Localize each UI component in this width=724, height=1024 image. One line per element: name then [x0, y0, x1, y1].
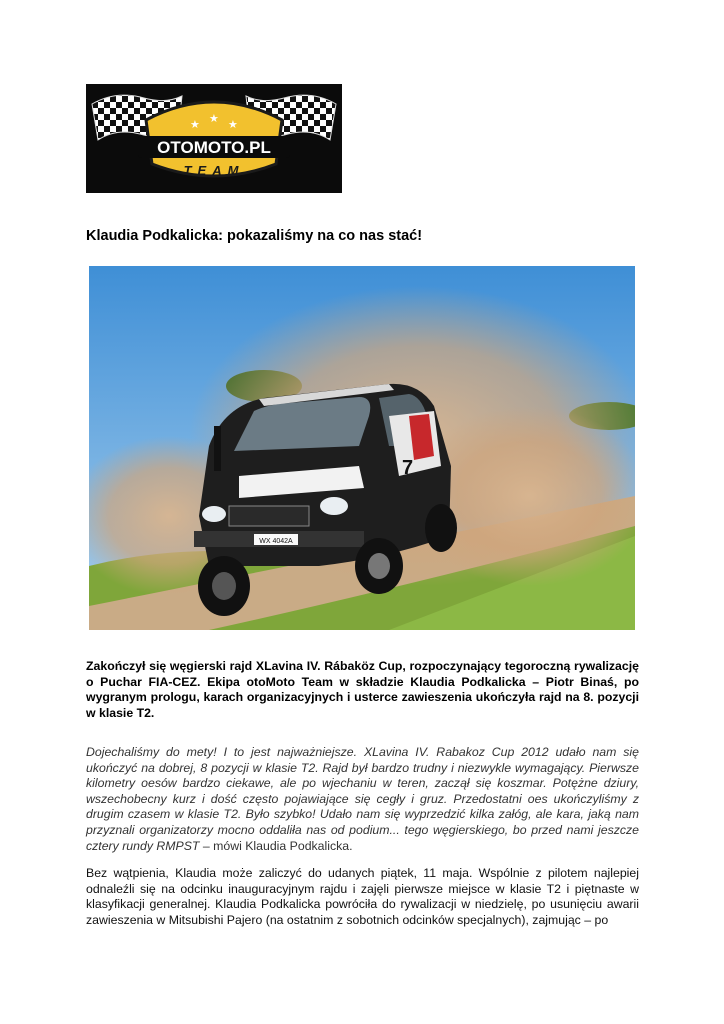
- logo-team-text: TEAM: [183, 163, 245, 178]
- body-paragraph: Bez wątpienia, Klaudia może zaliczyć do udanych piątek, 11 maja. Wspólnie z pilotem najlepiej odnaleźli się na odcinku inauguracyjnym rajdu i zajęli pierwsze miejsce w klasie T2 i piętnaste w klasyfikacji generalnej. Klaudia Podkalicka powróciła do rywalizacji w niedzielę, po usunięciu awarii zawieszenia w Mitsubishi Pajero (na ostatnim z sobotnich odcinków specjalnych), zajmując – po: [86, 866, 639, 927]
- car-plate: WX 4042A: [259, 538, 293, 545]
- svg-text:★: ★: [190, 118, 200, 131]
- quote-paragraph: [86, 745, 639, 854]
- quote-attribution: – mówi Klaudia Podkalicka.: [199, 838, 353, 853]
- svg-text:★: ★: [228, 118, 238, 131]
- article-headline: Klaudia Podkalicka: pokazaliśmy na co nas stać!: [86, 228, 423, 244]
- logo-brand-text: OTOMOTO.PL: [157, 138, 271, 157]
- car-door-number: 7: [402, 457, 414, 479]
- rally-car-icon: [89, 266, 635, 630]
- lead-paragraph: Zakończył się węgierski rajd XLavina IV. Rábaköz Cup, rozpoczynający tegoroczną rywalizację o Puchar FIA-CEZ. Ekipa otoMoto Team w składzie Klaudia Podkalicka – Piotr Binaś, po wygranym prologu, karach organizacyjnych i usterce zawieszenia ukończyła rajd na 8. pozycji w klasie T2.: [86, 659, 639, 720]
- quote-text: Dojechaliśmy do mety! I to jest najważniejsze. XLavina IV. Rabakoz Cup 2012 udało nam się ukończyć na dobrej, 8 pozycji w klasie T2. Rajd był bardzo trudny i niezwykle wymagający. Pierwsze kilometry oesów bardzo ciekawe, ale po wjechaniu w teren, zaczął się koszmar. Potężne dziury, wszechobecny kurz i dość często pojawiające się cegły i gruz. Przedostatni oes ukończyliśmy z drugim czasem w klasie T2. Było szybko! Udało nam się wyprzedzić kilka załóg, ale kara, jaką nam przyznali organizatorzy mocno oddaliła nas od podium... tego węgierskiego, bo przed nami jeszcze cztery rundy RMPST: [86, 745, 639, 853]
- svg-text:★: ★: [209, 112, 219, 125]
- rally-photo: [89, 266, 635, 630]
- team-logo: [86, 84, 342, 193]
